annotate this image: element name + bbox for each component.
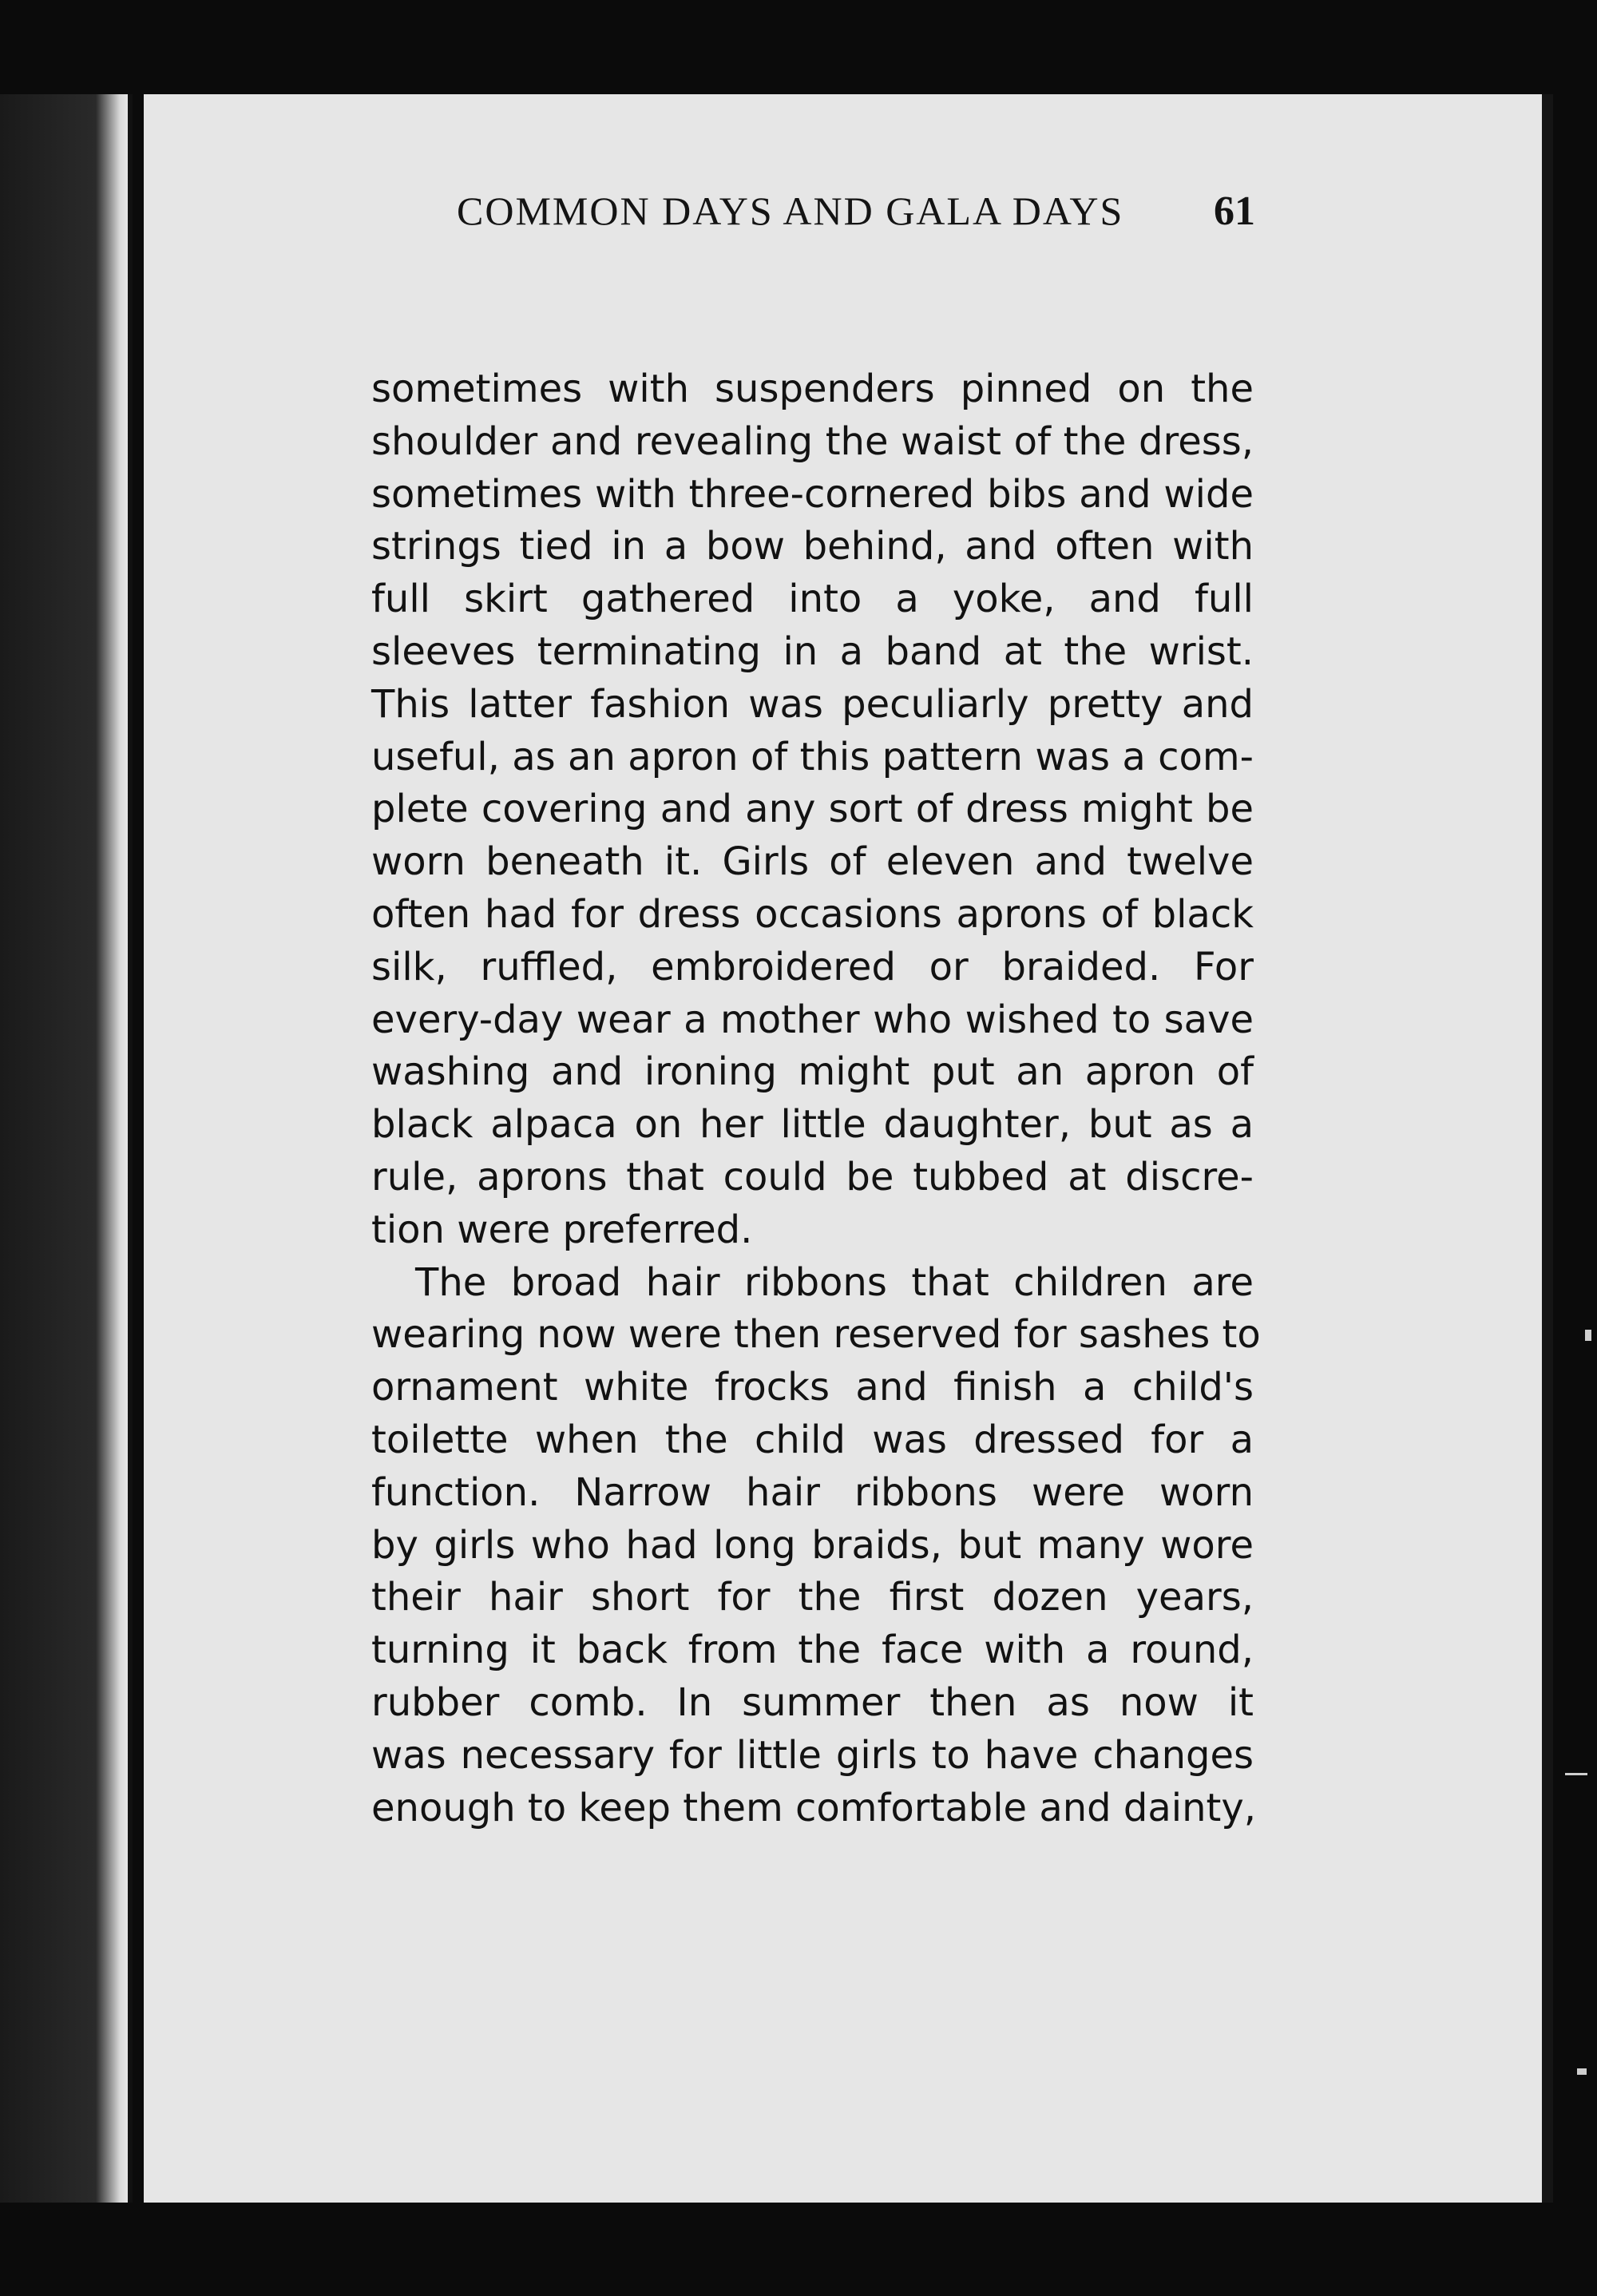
text-line: worn beneath it. Girls of eleven and twelve [371, 839, 1254, 885]
text-line: washing and ironing might put an apron of [371, 1049, 1254, 1095]
text-line: function. Narrow hair ribbons were worn [371, 1469, 1254, 1515]
scan-speck [1565, 1773, 1587, 1775]
text-line: by girls who had long braids, but many wore [371, 1522, 1254, 1568]
text-line: wearing now were then reserved for sashes to [371, 1312, 1261, 1358]
text-line: tion were preferred. [371, 1207, 753, 1252]
text-line: This latter fashion was peculiarly pretty and [371, 681, 1254, 727]
text-line: ornament white frocks and finish a child's [371, 1365, 1254, 1410]
text-line: strings tied in a bow behind, and often with [371, 524, 1254, 569]
page-number: 61 [1214, 188, 1255, 234]
text-line: turning it back from the face with a round, [371, 1628, 1254, 1673]
text-line: black alpaca on her little daughter, but as a [371, 1102, 1254, 1148]
previous-page-edge [0, 94, 132, 2203]
text-line: every-day wear a mother who wished to save [371, 997, 1254, 1042]
text-line: The broad hair ribbons that children are [415, 1259, 1254, 1305]
text-line: useful, as an apron of this pattern was a com- [371, 734, 1254, 779]
text-line: sometimes with suspenders pinned on the [371, 367, 1254, 411]
page-header [311, 188, 1255, 252]
body-text [371, 363, 1261, 1834]
text-line: enough to keep them comfortable and dainty, [371, 1785, 1257, 1830]
text-line: often had for dress occasions aprons of black [371, 891, 1254, 937]
text-line: plete covering and any sort of dress might be [371, 787, 1254, 832]
scan-speck [1585, 1330, 1591, 1341]
text-line: silk, ruffled, embroidered or braided. For [371, 944, 1254, 989]
text-line: toilette when the child was dressed for a [371, 1417, 1254, 1462]
text-line: full skirt gathered into a yoke, and full [371, 577, 1254, 622]
running-title: COMMON DAYS AND GALA DAYS [457, 188, 1124, 233]
text-line: sometimes with three-cornered bibs and wide [371, 471, 1254, 517]
text-line: rule, aprons that could be tubbed at discre- [371, 1154, 1254, 1200]
text-line: their hair short for the first dozen years, [371, 1575, 1254, 1620]
text-line: sleeves terminating in a band at the wrist. [371, 629, 1254, 674]
text-line: was necessary for little girls to have changes [371, 1732, 1254, 1778]
text-line: rubber comb. In summer then as now it [371, 1679, 1254, 1725]
text-line: shoulder and revealing the waist of the dress, [371, 418, 1254, 464]
scan-speck [1577, 2068, 1587, 2075]
